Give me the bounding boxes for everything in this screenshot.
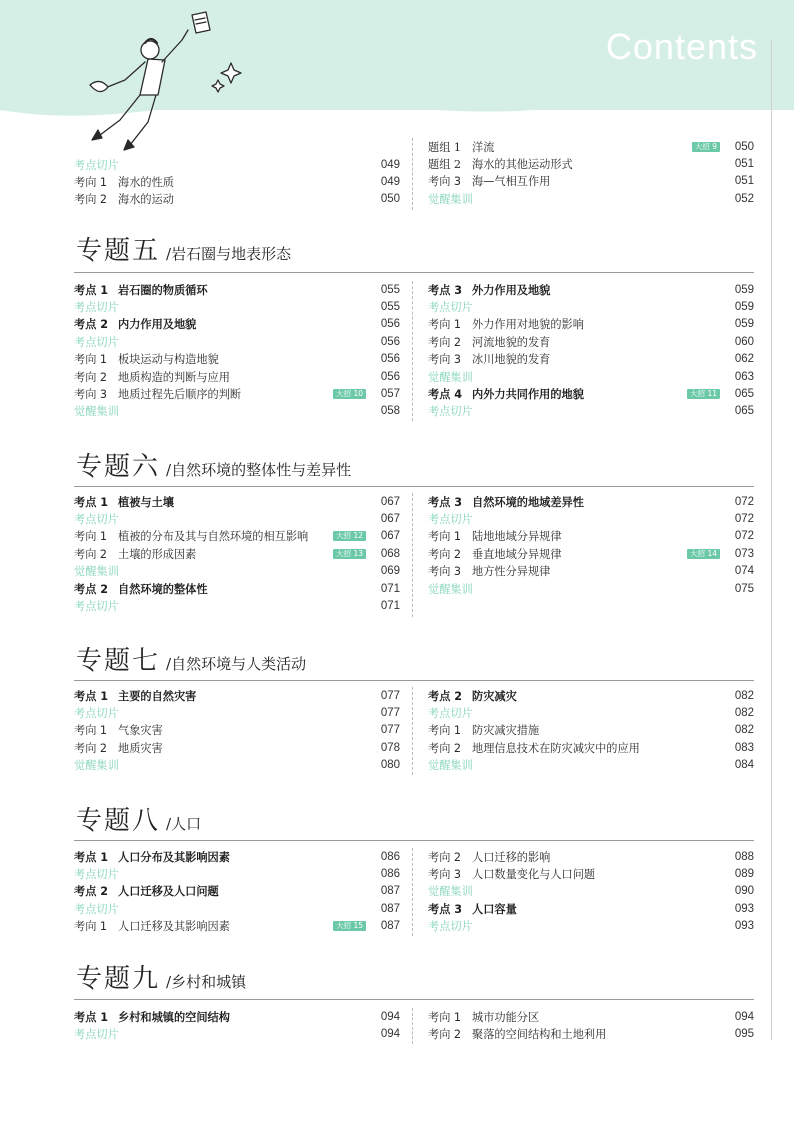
entry-title: 人口迁移及人口问题	[118, 885, 219, 899]
entry-page-number: 051	[734, 175, 754, 188]
toc-entry[interactable]	[428, 155, 754, 172]
toc-entry[interactable]	[428, 848, 754, 865]
entry-title: 觉醒集训	[428, 885, 473, 899]
entry-title: 地质过程先后顺序的判断	[118, 388, 242, 402]
toc-entry[interactable]	[74, 351, 400, 368]
entry-page-number: 073	[734, 547, 754, 560]
entry-page-number: 067	[380, 495, 400, 508]
entry-page-number: 065	[734, 388, 754, 401]
entry-title: 冰川地貌的发育	[472, 353, 551, 367]
trick-badge: 大招 12	[333, 531, 366, 541]
toc-entry[interactable]	[428, 563, 754, 580]
entry-code: 考向 1	[428, 724, 462, 738]
toc-entry[interactable]	[428, 580, 754, 597]
entry-code: 考向 1	[74, 176, 108, 190]
contents-title: Contents	[605, 26, 758, 67]
section-rule	[74, 486, 754, 487]
entry-title: 自然环境的整体性	[118, 582, 208, 596]
entry-title: 考点切片	[428, 920, 473, 934]
entry-code: 考点 1	[74, 1010, 109, 1024]
entry-page-number: 077	[380, 689, 400, 702]
entry-code: 考点 1	[74, 495, 109, 509]
topic9-left-column	[74, 1008, 400, 1043]
entry-page-number: 082	[734, 724, 754, 737]
entry-page-number: 082	[734, 707, 754, 720]
toc-entry[interactable]	[428, 757, 754, 774]
entry-page-number: 060	[734, 335, 754, 348]
toc-entry[interactable]	[74, 173, 400, 190]
entry-page-number: 050	[734, 140, 754, 153]
topic6-right-column	[428, 493, 754, 597]
entry-page-number: 083	[734, 741, 754, 754]
entry-title: 人口数量变化与人口问题	[472, 868, 596, 882]
entry-code: 考点 2	[74, 885, 109, 899]
toc-entry[interactable]	[74, 333, 400, 350]
toc-entry[interactable]	[428, 368, 754, 385]
trick-badge: 大招 14	[687, 549, 720, 559]
toc-entry[interactable]	[74, 191, 400, 208]
toc-entry[interactable]	[74, 918, 400, 935]
trick-badge: 大招 9	[692, 142, 720, 152]
entry-title: 考点切片	[74, 513, 119, 527]
entry-page-number: 094	[380, 1010, 400, 1023]
entry-page-number: 088	[734, 850, 754, 863]
toc-entry[interactable]	[74, 493, 400, 510]
toc-entry[interactable]	[74, 739, 400, 756]
topic-subtitle: /乡村和城镇	[166, 973, 247, 991]
entry-title: 岩石圈的物质循环	[118, 283, 208, 297]
entry-page-number: 068	[380, 547, 400, 560]
entry-title: 人口容量	[472, 902, 517, 916]
entry-title: 地理信息技术在防灾减灾中的应用	[472, 741, 640, 755]
toc-entry[interactable]	[428, 865, 754, 882]
entry-page-number: 049	[380, 176, 400, 189]
entry-page-number: 077	[380, 707, 400, 720]
entry-page-number: 072	[734, 530, 754, 543]
topic8-left-column	[74, 848, 400, 935]
topic-heading	[76, 446, 351, 483]
entry-title: 防灾减灾措施	[472, 724, 540, 738]
toc-entry[interactable]	[74, 298, 400, 315]
entry-code: 考向 2	[428, 741, 462, 755]
topic-heading	[76, 800, 201, 837]
entry-title: 考点切片	[428, 405, 473, 419]
entry-code: 考向 1	[74, 920, 108, 934]
entry-title: 海水的运动	[118, 193, 174, 207]
topic6-left-column	[74, 493, 400, 615]
toc-entry[interactable]	[428, 173, 754, 190]
entry-code: 考向 2	[428, 850, 462, 864]
entry-title: 考点切片	[428, 707, 473, 721]
toc-entry[interactable]	[74, 757, 400, 774]
topic-title: 专题九	[76, 964, 161, 994]
section-rule	[74, 840, 754, 841]
toc-entry[interactable]	[74, 848, 400, 865]
entry-title: 考点切片	[428, 513, 473, 527]
entry-code: 考点 3	[428, 902, 463, 916]
entry-page-number: 087	[380, 920, 400, 933]
entry-page-number: 090	[734, 885, 754, 898]
section-rule	[74, 272, 754, 273]
entry-title: 土壤的形成因素	[118, 547, 197, 561]
toc-entry[interactable]	[428, 1025, 754, 1042]
topic5-left-column	[74, 281, 400, 420]
entry-code: 考向 2	[428, 1028, 462, 1042]
toc-entry[interactable]	[74, 900, 400, 917]
topic-title: 专题五	[76, 236, 161, 266]
entry-code: 考向 3	[428, 175, 462, 189]
entry-code: 考向 2	[428, 335, 462, 349]
entry-title: 觉醒集训	[74, 565, 119, 579]
entry-title: 考点切片	[74, 335, 119, 349]
toc-entry[interactable]	[74, 281, 400, 298]
page-edge-line	[771, 40, 772, 1040]
entry-page-number: 093	[734, 902, 754, 915]
entry-title: 内力作用及地貌	[118, 318, 197, 332]
toc-entry[interactable]	[428, 739, 754, 756]
toc-entry[interactable]	[74, 687, 400, 704]
column-divider	[412, 493, 413, 617]
entry-title: 人口迁移的影响	[472, 850, 551, 864]
toc-entry[interactable]	[428, 138, 754, 155]
topic-subtitle: /岩石圈与地表形态	[166, 245, 292, 263]
entry-title: 觉醒集训	[428, 370, 473, 384]
entry-page-number: 069	[380, 565, 400, 578]
entry-code: 考向 3	[428, 353, 462, 367]
entry-code: 考向 2	[428, 547, 462, 561]
entry-code: 考向 3	[74, 388, 108, 402]
entry-code: 考向 2	[74, 370, 108, 384]
topic-heading	[76, 230, 291, 267]
entry-page-number: 055	[380, 283, 400, 296]
topic5-right-column	[428, 281, 754, 420]
entry-title: 植被与土壤	[118, 495, 174, 509]
topic-subtitle: /自然环境与人类活动	[166, 655, 307, 673]
entry-page-number: 072	[734, 513, 754, 526]
toc-entry[interactable]	[428, 900, 754, 917]
entry-page-number: 086	[380, 868, 400, 881]
toc-entry[interactable]	[74, 580, 400, 597]
entry-code: 考向 1	[74, 353, 108, 367]
topic-subtitle: /自然环境的整体性与差异性	[166, 461, 352, 479]
entry-title: 考点切片	[74, 902, 119, 916]
toc-entry[interactable]	[428, 883, 754, 900]
entry-page-number: 056	[380, 318, 400, 331]
entry-code: 考点 3	[428, 283, 463, 297]
entry-code: 考向 3	[428, 565, 462, 579]
entry-page-number: 055	[380, 301, 400, 314]
entry-code: 考点 4	[428, 388, 463, 402]
entry-title: 乡村和城镇的空间结构	[118, 1010, 230, 1024]
entry-page-number: 094	[734, 1010, 754, 1023]
toc-entry[interactable]	[74, 597, 400, 614]
entry-code: 考向 1	[428, 1010, 462, 1024]
entry-page-number: 075	[734, 582, 754, 595]
entry-title: 觉醒集训	[428, 759, 473, 773]
entry-page-number: 056	[380, 335, 400, 348]
toc-entry[interactable]	[428, 351, 754, 368]
toc-entry[interactable]	[428, 403, 754, 420]
entry-code: 题组 2	[428, 158, 462, 172]
entry-page-number: 051	[734, 158, 754, 171]
entry-title: 海水的其他运动形式	[472, 158, 573, 172]
entry-title: 垂直地域分异规律	[472, 547, 562, 561]
entry-page-number: 087	[380, 902, 400, 915]
toc-entry[interactable]	[74, 510, 400, 527]
entry-code: 考向 3	[428, 868, 462, 882]
entry-title: 考点切片	[74, 707, 119, 721]
column-divider	[412, 138, 413, 210]
entry-code: 考向 1	[74, 724, 108, 738]
entry-page-number: 077	[380, 724, 400, 737]
entry-code: 考点 3	[428, 495, 463, 509]
entry-page-number: 072	[734, 495, 754, 508]
column-divider	[412, 1008, 413, 1044]
entry-code: 考向 1	[428, 530, 462, 544]
toc-entry[interactable]	[428, 687, 754, 704]
entry-title: 板块运动与构造地貌	[118, 353, 219, 367]
entry-title: 觉醒集训	[74, 759, 119, 773]
entry-title: 人口迁移及其影响因素	[118, 920, 230, 934]
toc-entry[interactable]	[428, 704, 754, 721]
entry-page-number: 063	[734, 370, 754, 383]
toc-entry[interactable]	[74, 316, 400, 333]
toc-entry[interactable]	[428, 545, 754, 562]
entry-page-number: 086	[380, 850, 400, 863]
column-divider	[412, 848, 413, 936]
toc-entry[interactable]	[74, 865, 400, 882]
trick-badge: 大招 13	[333, 549, 366, 559]
entry-code: 考点 1	[74, 283, 109, 297]
entry-code: 考点 2	[74, 582, 109, 596]
entry-title: 考点切片	[74, 158, 119, 172]
entry-page-number: 062	[734, 353, 754, 366]
topic-title: 专题六	[76, 452, 161, 482]
topic-heading	[76, 958, 246, 995]
entry-page-number: 059	[734, 283, 754, 296]
toc-entry[interactable]	[74, 1025, 400, 1042]
entry-title: 自然环境的地域差异性	[472, 495, 584, 509]
toc-entry[interactable]	[74, 883, 400, 900]
trick-badge: 大招 15	[333, 921, 366, 931]
topic-title: 专题七	[76, 646, 161, 676]
entry-title: 防灾减灾	[472, 689, 517, 703]
entry-code: 题组 1	[428, 140, 462, 154]
top-right-column	[428, 138, 754, 208]
entry-page-number: 065	[734, 405, 754, 418]
toc-entry[interactable]	[74, 722, 400, 739]
entry-title: 考点切片	[428, 301, 473, 315]
entry-code: 考点 2	[428, 689, 463, 703]
topic9-right-column	[428, 1008, 754, 1043]
entry-title: 考点切片	[74, 600, 119, 614]
entry-page-number: 056	[380, 353, 400, 366]
toc-entry[interactable]	[74, 403, 400, 420]
toc-entry[interactable]	[428, 722, 754, 739]
toc-entry[interactable]	[74, 704, 400, 721]
section-rule	[74, 999, 754, 1000]
entry-title: 聚落的空间结构和土地利用	[472, 1028, 607, 1042]
entry-page-number: 093	[734, 920, 754, 933]
entry-title: 觉醒集训	[74, 405, 119, 419]
topic8-right-column	[428, 848, 754, 935]
toc-entry[interactable]	[428, 298, 754, 315]
entry-title: 内外力共同作用的地貌	[472, 388, 584, 402]
entry-page-number: 059	[734, 318, 754, 331]
entry-page-number: 084	[734, 759, 754, 772]
toc-entry[interactable]	[428, 190, 754, 207]
section-rule	[74, 680, 754, 681]
entry-code: 考向 2	[74, 547, 108, 561]
topic7-right-column	[428, 687, 754, 774]
entry-title: 地质构造的判断与应用	[118, 370, 230, 384]
entry-page-number: 082	[734, 689, 754, 702]
entry-page-number: 057	[380, 388, 400, 401]
entry-title: 觉醒集训	[428, 582, 473, 596]
entry-title: 考点切片	[74, 868, 119, 882]
entry-title: 人口分布及其影响因素	[118, 850, 230, 864]
toc-entry[interactable]	[428, 333, 754, 350]
entry-page-number: 050	[380, 193, 400, 206]
entry-title: 河流地貌的发育	[472, 335, 551, 349]
entry-title: 觉醒集训	[428, 192, 473, 206]
column-divider	[412, 281, 413, 421]
entry-title: 主要的自然灾害	[118, 689, 197, 703]
entry-code: 考点 1	[74, 689, 109, 703]
trick-badge: 大招 10	[333, 389, 366, 399]
entry-page-number: 049	[380, 158, 400, 171]
entry-title: 陆地地域分异规律	[472, 530, 562, 544]
topic-subtitle: /人口	[166, 815, 202, 833]
entry-code: 考向 2	[74, 741, 108, 755]
entry-title: 气象灾害	[118, 724, 163, 738]
entry-title: 地方性分异规律	[472, 565, 551, 579]
entry-page-number: 056	[380, 370, 400, 383]
entry-page-number: 089	[734, 868, 754, 881]
toc-entry[interactable]	[428, 510, 754, 527]
entry-code: 考向 1	[74, 530, 108, 544]
topic-title: 专题八	[76, 806, 161, 836]
toc-entry[interactable]	[74, 385, 400, 402]
toc-entry[interactable]	[428, 493, 754, 510]
entry-page-number: 059	[734, 301, 754, 314]
entry-page-number: 067	[380, 530, 400, 543]
entry-page-number: 078	[380, 741, 400, 754]
entry-title: 洋流	[472, 140, 495, 154]
entry-page-number: 080	[380, 759, 400, 772]
toc-entry[interactable]	[74, 368, 400, 385]
toc-entry[interactable]	[428, 528, 754, 545]
entry-code: 考向 2	[74, 193, 108, 207]
topic-heading	[76, 640, 306, 677]
entry-page-number: 087	[380, 885, 400, 898]
top-left-column	[74, 156, 400, 208]
toc-entry[interactable]	[74, 563, 400, 580]
entry-page-number: 071	[380, 582, 400, 595]
entry-page-number: 052	[734, 192, 754, 205]
entry-title: 植被的分布及其与自然环境的相互影响	[118, 530, 309, 544]
topic7-left-column	[74, 687, 400, 774]
entry-page-number: 094	[380, 1028, 400, 1041]
entry-code: 考向 1	[428, 318, 462, 332]
toc-entry[interactable]	[74, 528, 400, 545]
entry-title: 考点切片	[74, 301, 119, 315]
entry-title: 海水的性质	[118, 176, 174, 190]
toc-entry[interactable]	[74, 156, 400, 173]
entry-code: 考点 1	[74, 850, 109, 864]
entry-page-number: 071	[380, 600, 400, 613]
entry-title: 外力作用及地貌	[472, 283, 551, 297]
entry-title: 海—气相互作用	[472, 175, 551, 189]
entry-code: 考点 2	[74, 318, 109, 332]
toc-entry[interactable]	[428, 918, 754, 935]
toc-entry[interactable]	[74, 1008, 400, 1025]
entry-page-number: 074	[734, 565, 754, 578]
entry-title: 外力作用对地貌的影响	[472, 318, 584, 332]
flying-student-illustration	[70, 10, 260, 160]
entry-page-number: 058	[380, 405, 400, 418]
column-divider	[412, 687, 413, 775]
trick-badge: 大招 11	[687, 389, 720, 399]
toc-entry[interactable]	[428, 1008, 754, 1025]
entry-title: 考点切片	[74, 1028, 119, 1042]
toc-entry[interactable]	[428, 385, 754, 402]
toc-entry[interactable]	[428, 316, 754, 333]
toc-entry[interactable]	[428, 281, 754, 298]
entry-title: 地质灾害	[118, 741, 163, 755]
entry-page-number: 095	[734, 1028, 754, 1041]
toc-entry[interactable]	[74, 545, 400, 562]
entry-title: 城市功能分区	[472, 1010, 540, 1024]
entry-page-number: 067	[380, 513, 400, 526]
